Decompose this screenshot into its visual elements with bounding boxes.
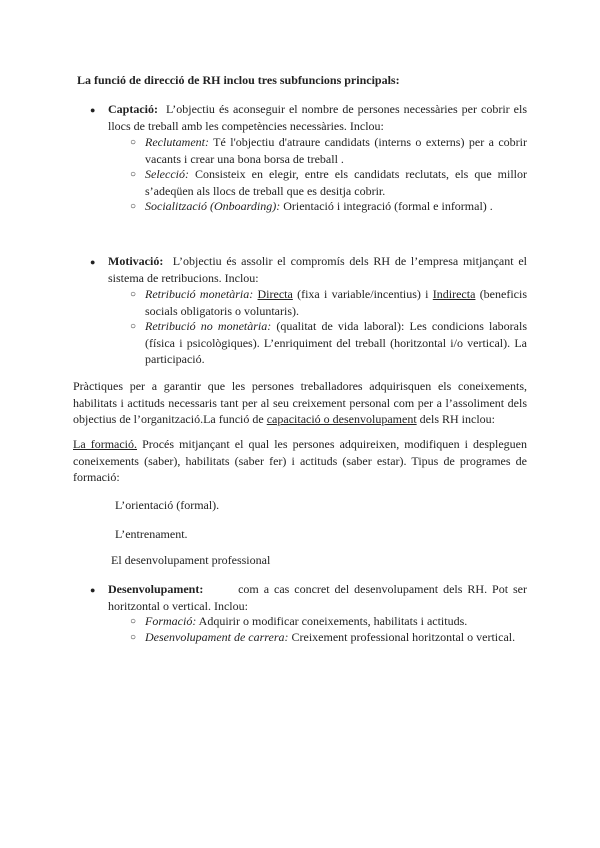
circle-bullet: ○ bbox=[130, 169, 137, 180]
socialitzacio-text: Orientació i integració (formal e informal) . bbox=[283, 199, 493, 213]
captacio-text: L’objectiu és aconseguir el nombre de persones necessàries per cobrir els llocs de treball amb les competències necessàries. Inclou: bbox=[108, 102, 528, 133]
retribucio-no-monetaria-text: (qualitat de vida laboral): Les condicions laborals (física i psicològiques). L’enriquiment del treball (horitzontal i/o vertical). La participació. bbox=[145, 319, 528, 366]
desenvolupament-paragraph bbox=[108, 581, 527, 614]
capacitacio-link: capacitació o desenvolupament bbox=[266, 412, 417, 426]
reclutament-item bbox=[145, 134, 527, 167]
formacio-subitem bbox=[145, 613, 527, 630]
formacio-type: L’orientació (formal). bbox=[115, 498, 220, 512]
directa-text: (fixa i variable/incentius) i bbox=[297, 287, 429, 301]
desenvolupament-heading: Desenvolupament: bbox=[108, 582, 204, 596]
bullet-dot: ● bbox=[90, 585, 96, 595]
indirecta-text: (beneficis socials obligatoris o voluntaris). bbox=[145, 287, 527, 318]
socialitzacio-item bbox=[145, 198, 527, 215]
carrera-subitem bbox=[145, 629, 527, 646]
formacio-type: L’entrenament. bbox=[115, 527, 188, 541]
circle-bullet: ○ bbox=[130, 616, 137, 627]
formacio-subitem-text: Adquirir o modificar coneixements, habilitats i actituds. bbox=[198, 614, 468, 628]
carrera-subitem-text: Creixement professional horitzontal o vertical. bbox=[291, 630, 516, 644]
bullet-dot: ● bbox=[90, 257, 96, 267]
circle-bullet: ○ bbox=[130, 632, 137, 643]
seleccio-item bbox=[145, 166, 527, 199]
page-title: La funció de direcció de RH inclou tres subfuncions principals: bbox=[77, 73, 400, 87]
indirecta-label: Indirecta bbox=[432, 287, 476, 301]
practiques-tail: dels RH inclou: bbox=[419, 412, 495, 426]
practiques-text: Pràctiques per a garantir que les persones treballadores adquirisquen els coneixements, habilitats i actituds necessaris tant per al seu creixement personal com per a l’assoliment dels objectius de l’organització.La funció de bbox=[73, 379, 527, 426]
desenvolupament-text: com a cas concret del desenvolupament dels RH. Pot ser horitzontal o vertical. Inclou: bbox=[108, 582, 527, 613]
retribucio-no-monetaria-item bbox=[145, 318, 527, 368]
circle-bullet: ○ bbox=[130, 137, 137, 148]
carrera-subitem-term: Desenvolupament de carrera: bbox=[145, 630, 289, 644]
motivacio-text: L’objectiu és assolir el compromís dels RH de l’empresa mitjançant el sistema de retribucions. Inclou: bbox=[108, 254, 527, 285]
circle-bullet: ○ bbox=[130, 321, 137, 332]
circle-bullet: ○ bbox=[130, 201, 137, 212]
motivacio-heading: Motivació: bbox=[108, 254, 164, 268]
formacio-text: Procés mitjançant el qual les persones adquireixen, modifiquen i despleguen coneixements (saber), habilitats (saber fer) i actituds (saber estar). Tipus de programes de formació: bbox=[73, 437, 528, 484]
directa-label: Directa bbox=[257, 287, 293, 301]
circle-bullet: ○ bbox=[130, 289, 137, 300]
retribucio-no-monetaria-term: Retribució no monetària: bbox=[145, 319, 272, 333]
seleccio-text: Consisteix en elegir, entre els candidats reclutats, els que millor s’adeqüen als llocs de treball que es desitja cobrir. bbox=[145, 167, 527, 198]
formacio-type: El desenvolupament professional bbox=[111, 553, 271, 567]
formacio-subitem-term: Formació: bbox=[145, 614, 197, 628]
formacio-paragraph bbox=[73, 436, 527, 486]
practiques-paragraph bbox=[73, 378, 527, 428]
retribucio-monetaria-item bbox=[145, 286, 527, 319]
seleccio-term: Selecció: bbox=[145, 167, 189, 181]
motivacio-paragraph bbox=[108, 253, 527, 286]
reclutament-text: Té l'objectiu d'atraure candidats (interns o externs) per a cobrir vacants i crear una bona borsa de treball . bbox=[145, 135, 527, 166]
reclutament-term: Reclutament: bbox=[145, 135, 209, 149]
bullet-dot: ● bbox=[90, 105, 96, 115]
socialitzacio-term: Socialització (Onboarding): bbox=[145, 199, 281, 213]
formacio-term: La formació. bbox=[73, 437, 138, 451]
captacio-heading: Captació: bbox=[108, 102, 158, 116]
captacio-paragraph bbox=[108, 101, 527, 134]
retribucio-monetaria-term: Retribució monetària: bbox=[145, 287, 254, 301]
